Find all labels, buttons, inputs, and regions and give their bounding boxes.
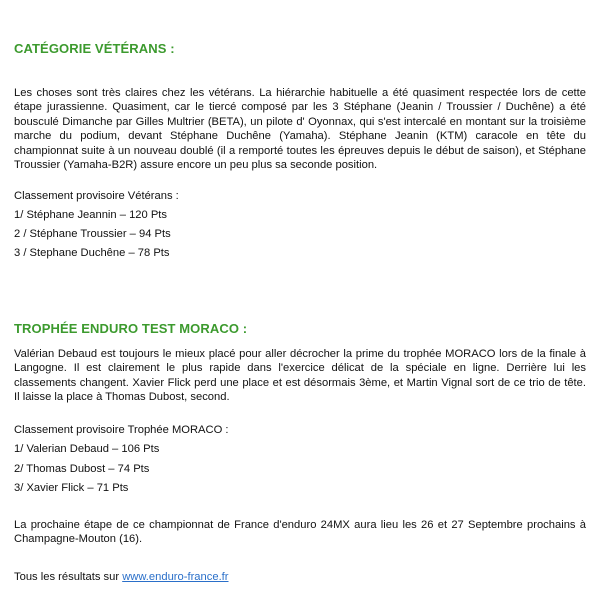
next-round-paragraph: La prochaine étape de ce championnat de France d'enduro 24MX aura lieu les 26 et 27 Septembre prochains à Champagne-Mouton (16). [14, 519, 586, 546]
moraco-standing-2: 2/ Thomas Dubost – 74 Pts [14, 463, 150, 475]
moraco-standing-1: 1/ Valerian Debaud – 106 Pts [14, 443, 160, 455]
results-prefix: Tous les résultats sur [14, 571, 123, 583]
moraco-standings-title: Classement provisoire Trophée MORACO : [14, 424, 229, 436]
moraco-heading: TROPHÉE ENDURO TEST MORACO : [14, 321, 248, 336]
veterans-standing-1: 1/ Stéphane Jeannin – 120 Pts [14, 209, 168, 221]
results-link[interactable]: www.enduro-france.fr [122, 571, 229, 583]
results-line [14, 570, 229, 584]
veterans-heading: CATÉGORIE VÉTÉRANS : [14, 41, 175, 56]
moraco-standing-3: 3/ Xavier Flick – 71 Pts [14, 482, 129, 494]
veterans-paragraph: Les choses sont très claires chez les vétérans. La hiérarchie habituelle a été quasiment respectée lors de cette étape jurassienne. Quasiment, car le tiercé composé par les 3 Stéphane (Jeanin / Troussier / Duchêne) a été bousculé Dimanche par Gilles Multrier (BETA), un pilote d' Oyonnax, qui s'est intercalé en montant sur la troisième marche du podium, devant Stéphane Duchêne (Yamaha). Stéphane Jeanin (KTM) caracole en tête du championnat suite à un nouveau doublé (il a remporté toutes les épreuves depuis le début de saison), et Stéphane Troussier (Yamaha-B2R) assure encore un peu plus sa seconde position. [14, 87, 586, 172]
veterans-standing-3: 3 / Stephane Duchêne – 78 Pts [14, 247, 170, 259]
veterans-standing-2: 2 / Stéphane Troussier – 94 Pts [14, 228, 171, 240]
moraco-paragraph: Valérian Debaud est toujours le mieux placé pour aller décrocher la prime du trophée MORACO lors de la finale à Langogne. Il est clairement le plus rapide dans l'exercice délicat de la spéciale en ligne. Derrière lui les classements changent. Xavier Flick perd une place et est désormais 3ème, et Martin Vignal sort de ce trio de tête. Il laisse la place à Thomas Dubost, second. [14, 348, 586, 404]
veterans-standings-title: Classement provisoire Vétérans : [14, 190, 179, 202]
